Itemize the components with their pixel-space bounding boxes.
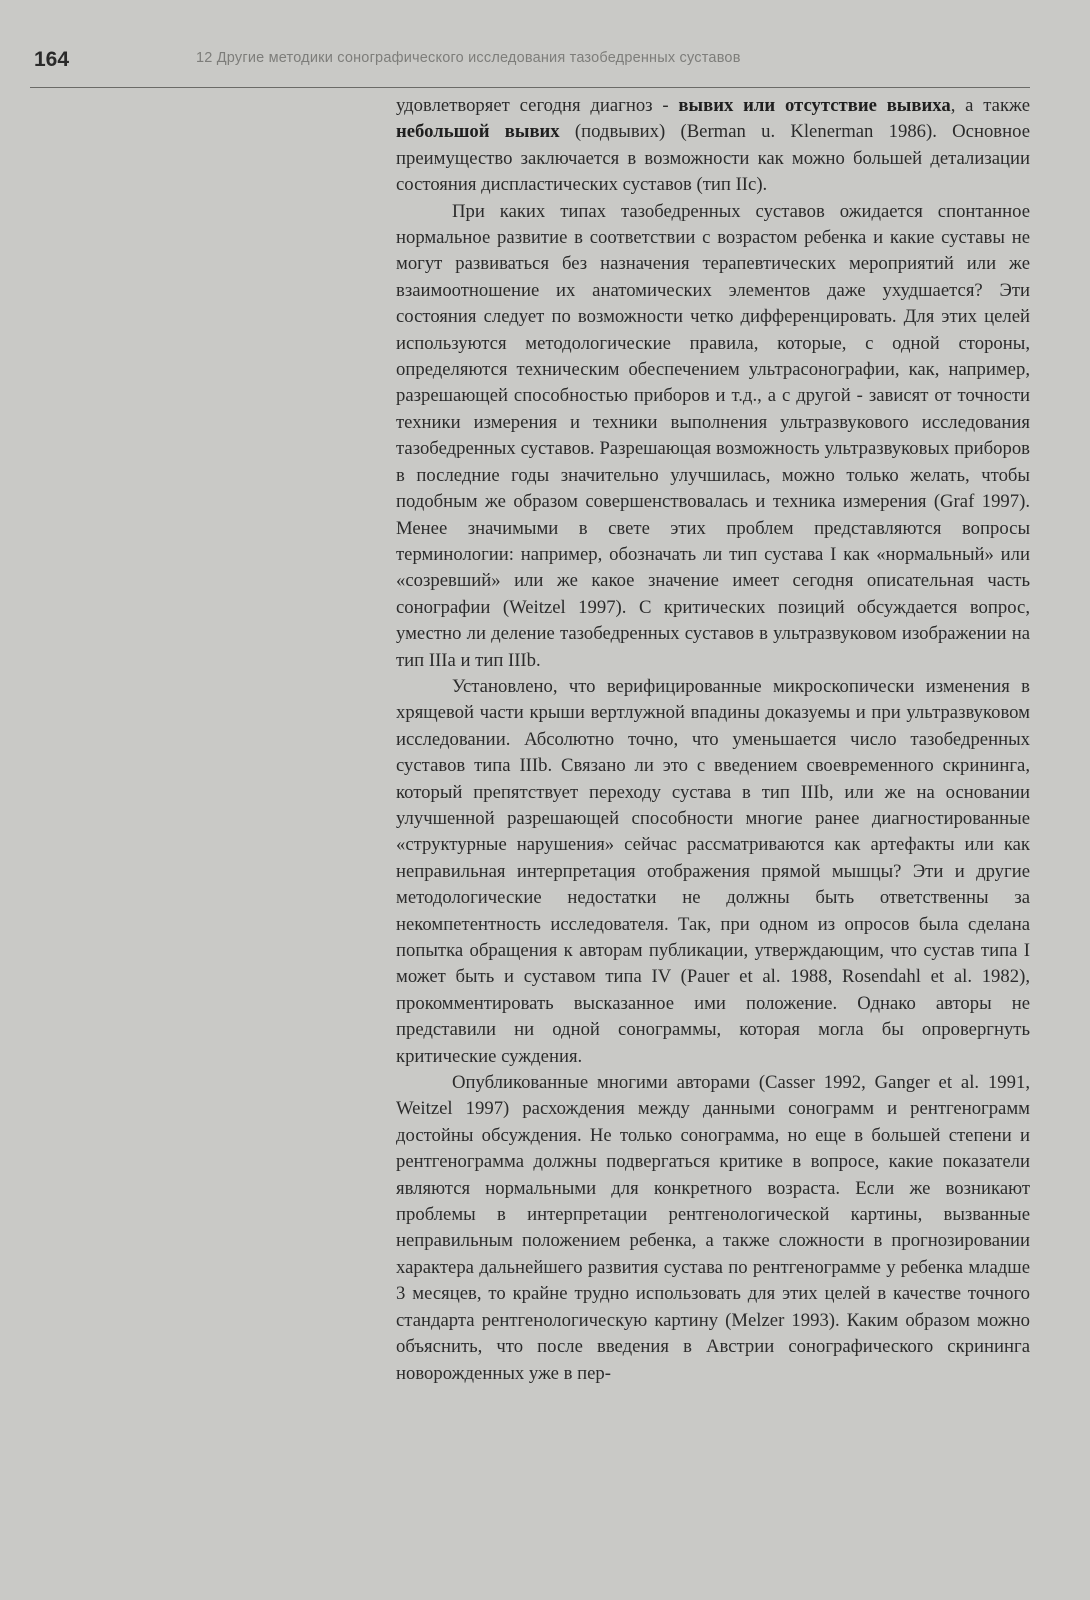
- bold-term-dislocation: вывих или отсутствие вывиха: [678, 95, 951, 116]
- paragraph-1-text-a: удовлетворяет сегодня диагноз -: [396, 95, 679, 116]
- body-text-column: [396, 93, 1030, 1387]
- header-rule: [30, 87, 1030, 88]
- page-number: 164: [34, 48, 70, 71]
- running-header: 12 Другие методики сонографического исследования тазобедренных суставов: [196, 50, 741, 66]
- paragraph-3: Установлено, что верифицированные микроскопически изменения в хрящевой части крыши вертлужной впадины доказуемы и при ультразвуковом исследовании. Абсолютно точно, что уменьшается число тазобедренных суставов типа IIIb. Связано ли это с введением своевременного скрининга, который препятствует переходу сустава в тип IIIb, или же на основании улучшенной разрешающей способности многие ранее диагностированные «структурные нарушения» сейчас рассматриваются как артефакты или как неправильная интерпретация отображения прямой мышцы? Эти и другие методологические недостатки не должны быть ответственны за некомпетентность исследователя. Так, при одном из опросов была сделана попытка обращения к авторам публикации, утверждающим, что сустав типа I может быть и суставом типа IV (Pauer et al. 1988, Rosendahl et al. 1982), прокомментировать высказанное ими положение. Однако авторы не представили ни одной сонограммы, которая могла бы опровергнуть критические суждения.: [396, 675, 1030, 1067]
- paragraph-1: [396, 93, 1030, 199]
- paragraph-4: Опубликованные многими авторами (Casser 1992, Ganger et al. 1991, Weitzel 1997) расхождения между данными сонограмм и рентгенограмм достойны обсуждения. Не только сонограмма, но еще в большей степени и рентгенограмма должны подвергаться критике в вопросе, какие показатели являются нормальными для конкретного возраста. Если же возникают проблемы в интерпретации рентгенологической картины, вызванные неправильным положением ребенка, а также сложности в прогнозировании характера дальнейшего развития сустава по рентгенограмме у ребенка младше 3 месяцев, то крайне трудно использовать для этих целей в качестве точного стандарта рентгенологическую картину (Melzer 1993). Каким образом можно объяснить, что после введения в Австрии сонографического скрининга новорожденных уже в пер-: [396, 1072, 1030, 1384]
- bold-term-subluxation: небольшой вывих: [396, 121, 560, 143]
- paragraph-1-text-b: , а также: [950, 95, 1031, 116]
- paragraph-1-text-c: (подвывих) (Berman u. Klenerman 1986). Основное преимущество заключается в возможности как можно большей детализации состояния диспластических суставов (тип IIc).: [396, 121, 1030, 196]
- paragraph-2: При каких типах тазобедренных суставов ожидается спонтанное нормальное развитие в соответствии с возрастом ребенка и какие суставы не могут развиваться без назначения терапевтических мероприятий или же взаимоотношение их анатомических элементов даже ухудшается? Эти состояния следует по возможности четко дифференцировать. Для этих целей используются методологические правила, которые, с одной стороны, определяются техническим обеспечением ультрасонографии, как, например, разрешающей способностью приборов и т.д., а с другой - зависят от точности техники измерения и техники выполнения ультразвукового исследования тазобедренных суставов. Разрешающая возможность ультразвуковых приборов в последние годы значительно улучшилась, можно только желать, чтобы подобным же образом совершенствовалась и техника измерения (Graf 1997). Менее значимыми в свете этих проблем представляются вопросы терминологии: например, обозначать ли тип сустава I как «нормальный» или «созревший» или же какое значение имеет сегодня описательная часть сонографии (Weitzel 1997). С критических позиций обсуждается вопрос, уместно ли деление тазобедренных суставов в ультразвуковом изображении на тип IIIa и тип IIIb.: [396, 200, 1030, 671]
